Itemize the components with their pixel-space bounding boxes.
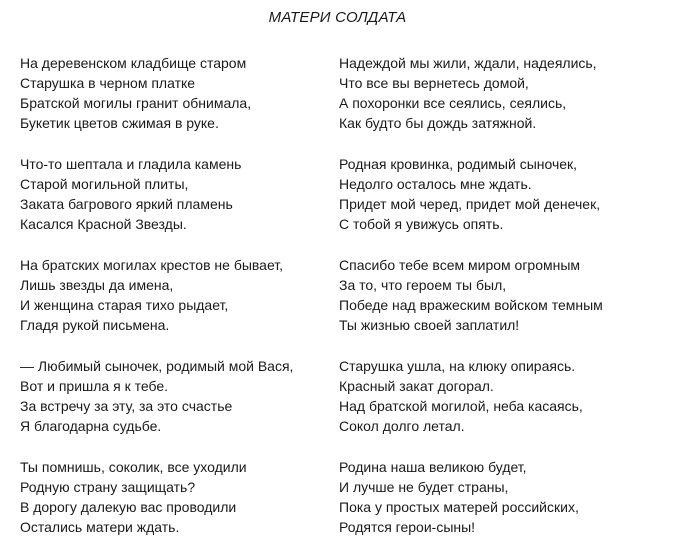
poem-line: Родную страну защищать? — [20, 479, 196, 495]
poem-line: Касался Красной Звезды. — [20, 216, 187, 232]
poem-line: Старушка в черном платке — [20, 75, 196, 91]
poem-line: Пока у простых матерей российских, — [339, 499, 579, 515]
poem-line: Придет мой черед, придет мой денечек, — [339, 196, 601, 212]
poem-line: Недолго осталось мне ждать. — [339, 176, 532, 192]
poem-line: Гладя рукой письмена. — [20, 317, 170, 333]
poem-line: Я благодарна судьбе. — [20, 418, 162, 434]
poem-line: Лишь звезды да имена, — [20, 277, 174, 293]
poem-line: Родная кровинка, родимый сыночек, — [339, 156, 578, 172]
stanza — [20, 53, 340, 133]
stanza — [20, 255, 340, 335]
left-column — [20, 53, 340, 558]
poem-line: Победе над вражеским войском темным — [339, 297, 603, 313]
poem-line: Букетик цветов сжимая в руке. — [20, 115, 219, 131]
poem-line: В дорогу далекую вас проводили — [20, 499, 237, 515]
poem-line: И лучше не будет страны, — [339, 479, 509, 495]
poem-line: И женщина старая тихо рыдает, — [20, 297, 229, 313]
poem-title: МАТЕРИ СОЛДАТА — [268, 9, 407, 26]
poem-line: За встречу за эту, за это счастье — [20, 398, 233, 414]
poem-line: Братской могилы гранит обнимала, — [20, 95, 252, 111]
stanza — [20, 457, 340, 537]
poem-line: Как будто бы дождь затяжной. — [339, 115, 537, 131]
stanza — [20, 356, 340, 436]
poem-line: Сокол долго летал. — [339, 418, 465, 434]
stanza — [20, 154, 340, 234]
poem-line: Старушка ушла, на клюку опираясь. — [339, 358, 576, 374]
poem-line: Что-то шептала и гладила камень — [20, 156, 242, 172]
poem-line: Остались матери ждать. — [20, 519, 180, 535]
stanza — [339, 53, 659, 133]
poem-line: Заката багрового яркий пламень — [20, 196, 233, 212]
poem-line: Родина наша великою будет, — [339, 459, 527, 475]
poem-line: На братских могилах крестов не бывает, — [20, 257, 284, 273]
poem-line: Ты жизнью своей заплатил! — [339, 317, 520, 333]
poem-line: Ты помнишь, соколик, все уходили — [20, 459, 247, 475]
right-column — [339, 53, 659, 558]
poem-line: С тобой я увижусь опять. — [339, 216, 504, 232]
poem-line: На деревенском кладбище старом — [20, 55, 247, 71]
poem-line: А похоронки все сеялись, сеялись, — [339, 95, 567, 111]
stanza — [339, 457, 659, 537]
poem-line: Красный закат догорал. — [339, 378, 494, 394]
poem-line: За то, что героем ты был, — [339, 277, 507, 293]
poem-line: Над братской могилой, неба касаясь, — [339, 398, 583, 414]
stanza — [339, 255, 659, 335]
stanza — [339, 154, 659, 234]
poem-line: Родятся герои-сыны! — [339, 519, 476, 535]
poem-line: Что все вы вернетесь домой, — [339, 75, 529, 91]
stanza — [339, 356, 659, 436]
poem-line: Спасибо тебе всем миром огромным — [339, 257, 581, 273]
poem-line: — Любимый сыночек, родимый мой Вася, — [20, 358, 294, 374]
poem-line: Старой могильной плиты, — [20, 176, 189, 192]
poem-line: Вот и пришла я к тебе. — [20, 378, 168, 394]
poem-line: Надеждой мы жили, ждали, надеялись, — [339, 55, 597, 71]
